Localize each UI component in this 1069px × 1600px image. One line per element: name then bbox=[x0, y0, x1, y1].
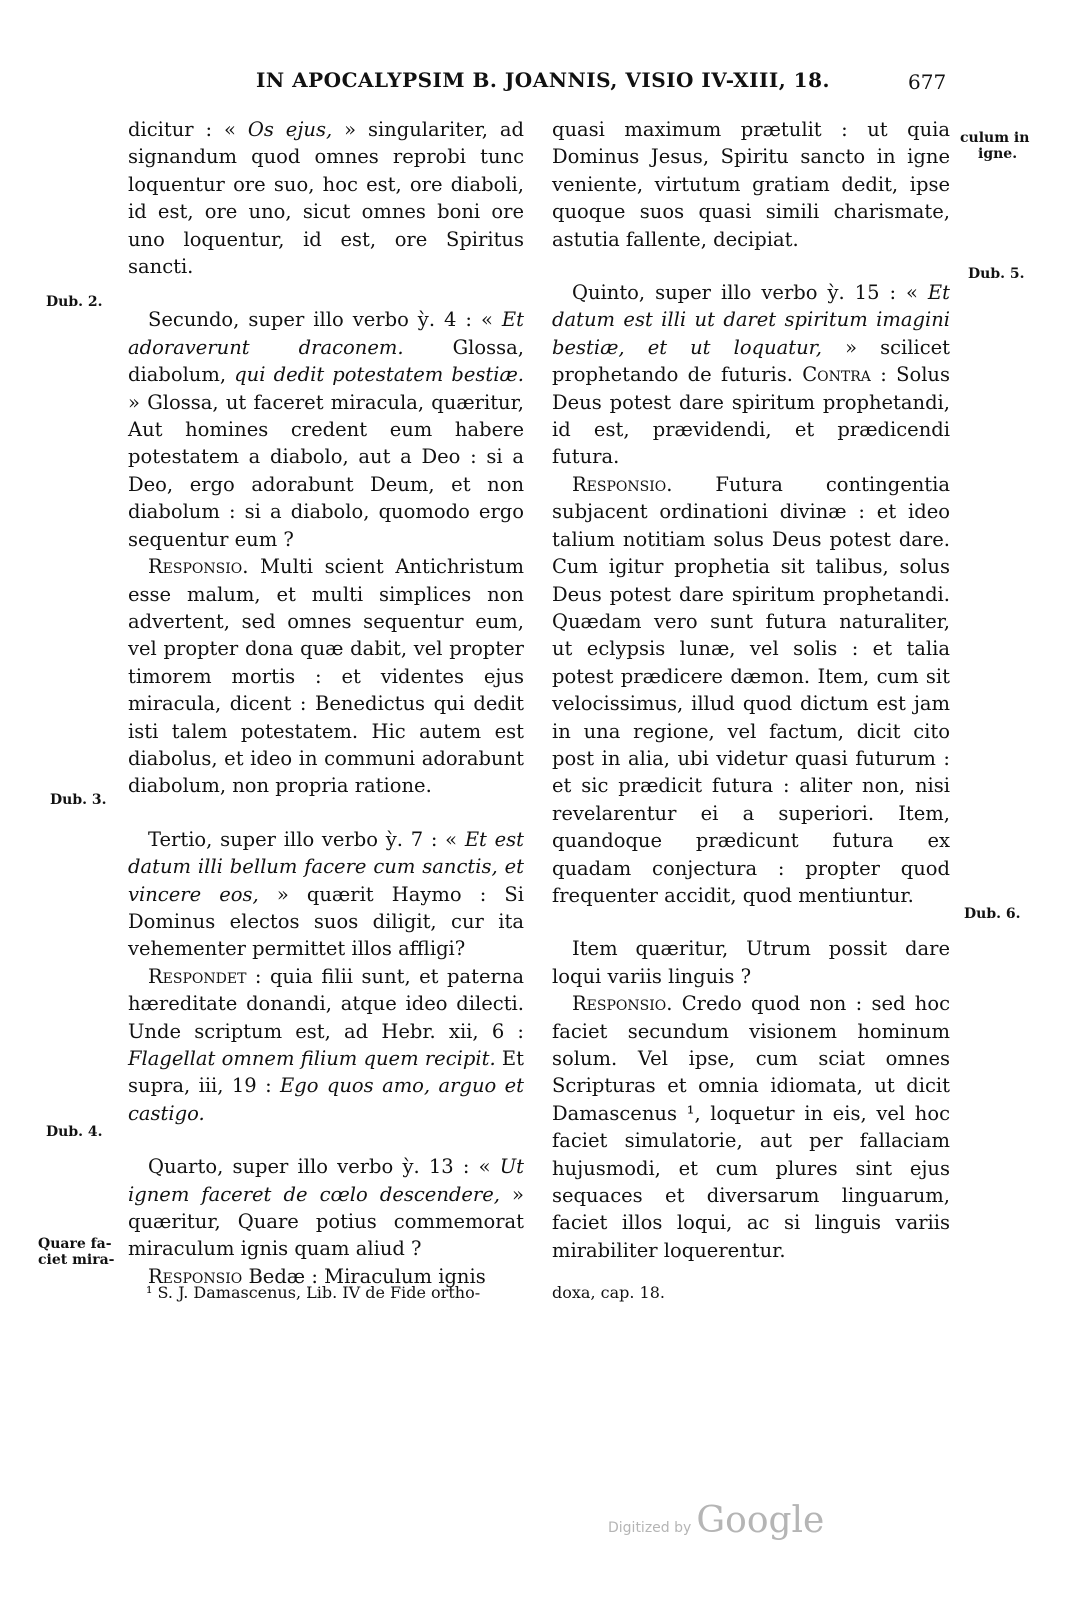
watermark-prefix: Digitized by bbox=[608, 1520, 692, 1536]
margin-note-culum-1: culum in bbox=[960, 130, 1030, 146]
paragraph: quasi maximum prætulit : ut quia Dominus Jesus, Spiritu sancto in igne veniente, virtutum gratiam dedit, ipse quoque suos quasi simili charismate, astutia fallente, decipiat. bbox=[552, 118, 950, 251]
margin-note-dub-6: Dub. 6. bbox=[964, 906, 1021, 922]
paragraph: Responsio. Futura contingentia subjacent ordinationi divinæ : et ideo talium notitiam solus Deus potest dare. Cum igitur prophetia sit talibus, solus Deus potest dare spiritum prophetandi. Quædam vero sunt futura naturaliter, ut eclypsis lunæ, vel solis : et talia potest prædicere dæmon. Item, cum sit velocissimus, illud quod dictum est jam in una regione, vel factum, dicit cito post in alia, ubi videtur quasi futurum : et sic prædicit futura : aliter non, nisi revelarentur ei a superiori. Item, quandoque prædicunt futura ex quadam conjectura : propter quod frequenter accidit, quod mentiuntur. bbox=[552, 472, 950, 907]
paragraph: Responsio. Credo quod non : sed hoc faciet secundum visionem hominum solum. Vel ipse, cum sciat omnes Scripturas et omnia idiomata, ut dicit Damascenus ¹, loquetur in eis, vel hoc faciet simulatorie, aut per fallaciam hujusmodi, et cum plures sint ejus sequaces et diversarum linguarum, faciet illos loqui, ac si linguis variis mirabiliter loquerentur. bbox=[552, 992, 950, 1262]
footnote-left: ¹ S. J. Damascenus, Lib. IV de Fide ortho- bbox=[146, 1283, 481, 1302]
right-column bbox=[552, 116, 950, 1264]
page-number: 677 bbox=[908, 70, 947, 94]
margin-note-dub-4: Dub. 4. bbox=[46, 1124, 103, 1140]
margin-note-quare-2: ciet mira- bbox=[38, 1252, 115, 1268]
left-column bbox=[128, 116, 524, 1290]
footnote-right: doxa, cap. 18. bbox=[552, 1283, 665, 1302]
paragraph: Tertio, super illo verbo ỳ. 7 : « Et est datum illi bellum facere cum sanctis, et vincere eos, » quærit Haymo : Si Dominus electos suos diligit, cur ita vehementer permittet illos affligi? bbox=[128, 827, 524, 961]
running-header: IN APOCALYPSIM B. JOANNIS, VISIO IV-XIII, 18. bbox=[256, 68, 830, 92]
digitized-watermark bbox=[608, 1500, 824, 1541]
watermark-brand-logo: Google bbox=[696, 1500, 825, 1541]
paragraph: Respondet : quia filii sunt, et paterna hæreditate donandi, atque ideo dilecti. Unde scriptum est, ad Hebr. xii, 6 : Flagellat omnem filium quem recipit. Et supra, iii, 19 : Ego quos amo, arguo et castigo. bbox=[128, 964, 525, 1125]
margin-note-culum-2: igne. bbox=[978, 146, 1018, 162]
paragraph: Responsio. Multi scient Antichristum esse malum, et multi simplices non advertent, sed omnes sequentur eum, vel propter dona quæ dabit, vel propter timorem mortis : et videntes ejus miracula, dicent : Benedictus qui dedit isti talem potestatem. Hic autem est diabolus, et ideo in communi adorabunt diabolum, non propria ratione. bbox=[128, 555, 524, 798]
paragraph: Secundo, super illo verbo ỳ. 4 : « Et adoraverunt draconem. Glossa, diabolum, qui dedit potestatem bestiæ. » Glossa, ut faceret miracula, quæritur, Aut homines credent eum habere potestatem a diabolo, aut a Deo : si a Deo, ergo adorabunt Deum, et non diabolum : si a diabolo, quomodo ergo sequentur eum ? bbox=[128, 308, 524, 551]
paragraph: Quarto, super illo verbo ỳ. 13 : « Ut ignem faceret de cœlo descendere, » quæritur, Quare potius commemorat miraculum ignis quam aliud ? bbox=[128, 1155, 524, 1261]
margin-note-quare-1: Quare fa- bbox=[38, 1236, 112, 1252]
paragraph: dicitur : « Os ejus, » singulariter, ad signandum quod omnes reprobi tunc loquentur ore suo, hoc est, ore diaboli, id est, ore uno, sicut omnes boni ore uno loquentur, id est, ore Spiritus sancti. bbox=[128, 118, 524, 279]
paragraph: Item quæritur, Utrum possit dare loqui variis linguis ? bbox=[552, 937, 950, 988]
margin-note-dub-2: Dub. 2. bbox=[46, 294, 103, 310]
paragraph: Quinto, super illo verbo ỳ. 15 : « Et datum est illi ut daret spiritum imagini bestiæ, et ut loquatur, » scilicet prophetando de futuris. Contra : Solus Deus potest dare spiritum prophetandi, id est, prævidendi, et prædicendi futura. bbox=[552, 281, 951, 469]
paragraph: Responsio Bedæ : Miraculum ignis bbox=[148, 1264, 486, 1288]
margin-note-dub-5: Dub. 5. bbox=[968, 266, 1025, 282]
margin-note-dub-3: Dub. 3. bbox=[50, 792, 107, 808]
